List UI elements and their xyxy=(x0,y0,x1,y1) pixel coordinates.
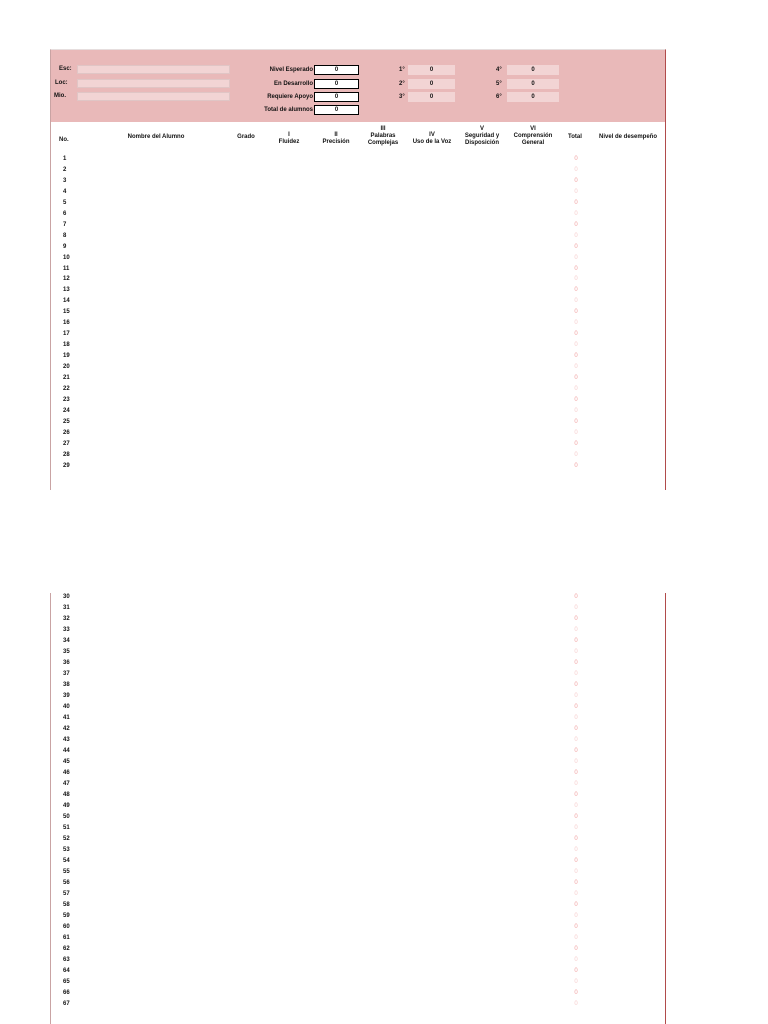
table-row xyxy=(51,647,665,658)
row-number: 9 xyxy=(63,243,67,250)
row-total: 0 xyxy=(574,407,578,414)
row-total: 0 xyxy=(574,726,578,732)
loc-label: Loc: xyxy=(55,80,68,86)
row-total: 0 xyxy=(574,880,578,886)
table-row xyxy=(51,428,665,439)
row-number: 44 xyxy=(63,748,70,754)
row-number: 23 xyxy=(63,396,70,403)
table-row xyxy=(51,669,665,680)
row-total: 0 xyxy=(574,935,578,941)
col-palabras-name-1: Palabras xyxy=(370,133,396,139)
requiere-apoyo-label: Requiere Apoyo xyxy=(267,94,313,100)
row-total: 0 xyxy=(574,210,578,217)
table-row xyxy=(51,439,665,450)
grade-3-value: 0 xyxy=(408,92,455,102)
row-number: 34 xyxy=(63,638,70,644)
col-comprension-name-1: Comprensión xyxy=(513,133,553,139)
row-total: 0 xyxy=(574,616,578,622)
row-total: 0 xyxy=(574,342,578,349)
row-total: 0 xyxy=(574,177,578,184)
row-total: 0 xyxy=(574,265,578,272)
row-number: 24 xyxy=(63,407,70,414)
row-number: 4 xyxy=(63,188,67,195)
row-total: 0 xyxy=(574,385,578,392)
row-total: 0 xyxy=(574,199,578,206)
row-total: 0 xyxy=(574,759,578,765)
table-row xyxy=(51,592,665,603)
table-row xyxy=(51,757,665,768)
col-precision-roman: II xyxy=(334,132,338,138)
table-row xyxy=(51,187,665,198)
row-number: 13 xyxy=(63,287,70,294)
row-total: 0 xyxy=(574,418,578,425)
table-row xyxy=(51,176,665,187)
row-number: 2 xyxy=(63,166,67,173)
col-fluidez-name: Fluidez xyxy=(278,139,300,145)
table-row xyxy=(51,329,665,340)
col-no: No. xyxy=(59,137,69,143)
requiere-apoyo-value: 0 xyxy=(314,92,359,102)
row-total: 0 xyxy=(574,627,578,633)
row-number: 27 xyxy=(63,440,70,447)
table-row xyxy=(51,790,665,801)
row-number: 43 xyxy=(63,737,70,743)
table-row xyxy=(51,231,665,242)
row-total: 0 xyxy=(574,287,578,294)
row-number: 19 xyxy=(63,353,70,360)
row-total: 0 xyxy=(574,847,578,853)
table-row xyxy=(51,340,665,351)
row-number: 28 xyxy=(63,451,70,458)
grade-5-value: 0 xyxy=(507,79,559,89)
row-number: 36 xyxy=(63,660,70,666)
row-total: 0 xyxy=(574,968,578,974)
grade-1-label: 1° xyxy=(399,67,405,73)
en-desarrollo-label: En Desarrollo xyxy=(273,81,313,87)
loc-field[interactable] xyxy=(77,79,230,88)
table-row xyxy=(51,296,665,307)
table-row xyxy=(51,406,665,417)
row-total: 0 xyxy=(574,429,578,436)
col-comprension-name-2: General xyxy=(521,140,545,146)
table-row xyxy=(51,450,665,461)
row-number: 50 xyxy=(63,814,70,820)
table-row xyxy=(51,867,665,878)
row-total: 0 xyxy=(574,254,578,261)
esc-field[interactable] xyxy=(77,65,230,74)
table-row xyxy=(51,922,665,933)
row-number: 64 xyxy=(63,968,70,974)
row-number: 14 xyxy=(63,298,70,305)
row-total: 0 xyxy=(574,715,578,721)
col-palabras-roman: III xyxy=(380,126,386,132)
table-row xyxy=(51,878,665,889)
row-number: 21 xyxy=(63,375,70,381)
row-number: 33 xyxy=(63,627,70,633)
col-voz xyxy=(407,132,457,146)
grade-6-value: 0 xyxy=(507,92,559,102)
row-number: 63 xyxy=(63,957,70,963)
row-total: 0 xyxy=(574,869,578,875)
table-row xyxy=(51,889,665,900)
row-number: 53 xyxy=(63,847,70,853)
row-number: 52 xyxy=(63,836,70,842)
row-total: 0 xyxy=(574,375,578,381)
table-row xyxy=(51,812,665,823)
table-row xyxy=(51,834,665,845)
row-number: 3 xyxy=(63,177,67,184)
row-number: 47 xyxy=(63,781,70,787)
row-total: 0 xyxy=(574,770,578,776)
mio-field[interactable] xyxy=(77,92,230,101)
row-total: 0 xyxy=(574,156,578,162)
table-row xyxy=(51,735,665,746)
row-total: 0 xyxy=(574,451,578,458)
table-row xyxy=(51,680,665,691)
table-row xyxy=(51,417,665,428)
row-total: 0 xyxy=(574,704,578,710)
table-row xyxy=(51,845,665,856)
row-number: 39 xyxy=(63,693,70,699)
col-fluidez-roman: I xyxy=(288,132,290,138)
table-row xyxy=(51,625,665,636)
table-row xyxy=(51,373,665,384)
row-number: 67 xyxy=(63,1001,70,1007)
col-seguridad xyxy=(457,126,507,147)
row-total: 0 xyxy=(574,902,578,908)
total-alumnos-value: 0 xyxy=(314,105,359,115)
row-number: 11 xyxy=(63,265,70,272)
table-row xyxy=(51,823,665,834)
row-number: 35 xyxy=(63,649,70,655)
row-total: 0 xyxy=(574,462,578,469)
row-number: 62 xyxy=(63,946,70,952)
grade-1-value: 0 xyxy=(408,65,455,75)
col-palabras xyxy=(361,126,405,147)
row-number: 29 xyxy=(63,462,70,469)
row-total: 0 xyxy=(574,188,578,195)
col-comprension xyxy=(507,126,559,147)
row-total: 0 xyxy=(574,243,578,250)
row-number: 10 xyxy=(63,254,70,261)
col-voz-name: Uso de la Voz xyxy=(412,139,452,145)
table-row xyxy=(51,220,665,231)
row-total: 0 xyxy=(574,309,578,316)
table-row xyxy=(51,242,665,253)
table-row xyxy=(51,253,665,264)
row-number: 17 xyxy=(63,331,70,338)
row-total: 0 xyxy=(574,792,578,798)
row-total: 0 xyxy=(574,671,578,677)
table-row xyxy=(51,362,665,373)
row-total: 0 xyxy=(574,166,578,173)
row-number: 31 xyxy=(63,605,70,611)
row-total: 0 xyxy=(574,737,578,743)
row-total: 0 xyxy=(574,682,578,688)
row-total: 0 xyxy=(574,594,578,600)
row-total: 0 xyxy=(574,649,578,655)
row-total: 0 xyxy=(574,803,578,809)
row-total: 0 xyxy=(574,825,578,831)
row-number: 8 xyxy=(63,232,67,239)
col-total: Total xyxy=(568,134,582,140)
row-number: 38 xyxy=(63,682,70,688)
nivel-esperado-value: 0 xyxy=(314,65,359,75)
table-row xyxy=(51,165,665,176)
grade-3-label: 3° xyxy=(399,94,405,100)
row-number: 54 xyxy=(63,858,70,864)
row-total: 0 xyxy=(574,748,578,754)
row-number: 49 xyxy=(63,803,70,809)
table-row xyxy=(51,307,665,318)
row-number: 1 xyxy=(63,156,67,162)
grade-5-label: 5° xyxy=(496,81,502,87)
table-row xyxy=(51,988,665,999)
row-total: 0 xyxy=(574,836,578,842)
table-row xyxy=(51,955,665,966)
table-row xyxy=(51,713,665,724)
row-number: 60 xyxy=(63,924,70,930)
col-seguridad-roman: V xyxy=(479,126,484,132)
row-number: 22 xyxy=(63,385,70,392)
row-number: 30 xyxy=(63,594,70,600)
esc-label: Esc: xyxy=(59,66,72,72)
row-number: 40 xyxy=(63,704,70,710)
row-total: 0 xyxy=(574,638,578,644)
row-total: 0 xyxy=(574,605,578,611)
table-row xyxy=(51,900,665,911)
table-row xyxy=(51,691,665,702)
table-row xyxy=(51,285,665,296)
table-row xyxy=(51,636,665,647)
row-total: 0 xyxy=(574,320,578,327)
row-number: 5 xyxy=(63,199,67,206)
table-row xyxy=(51,944,665,955)
nivel-esperado-label: Nivel Esperado xyxy=(269,67,313,73)
row-number: 7 xyxy=(63,221,67,228)
table-row xyxy=(51,274,665,285)
row-number: 20 xyxy=(63,364,70,371)
grade-2-value: 0 xyxy=(408,79,455,89)
row-number: 12 xyxy=(63,276,70,283)
col-fluidez xyxy=(269,132,309,146)
row-number: 48 xyxy=(63,792,70,798)
row-number: 42 xyxy=(63,726,70,732)
row-total: 0 xyxy=(574,946,578,952)
row-number: 25 xyxy=(63,418,70,425)
row-total: 0 xyxy=(574,891,578,897)
table-row xyxy=(51,264,665,275)
summary-band xyxy=(51,50,665,122)
row-total: 0 xyxy=(574,660,578,666)
col-seguridad-name-1: Seguridad y xyxy=(464,133,500,139)
table-row xyxy=(51,977,665,988)
table-row xyxy=(51,154,665,165)
row-number: 58 xyxy=(63,902,70,908)
table-row xyxy=(51,614,665,625)
grade-6-label: 6° xyxy=(496,94,502,100)
row-number: 66 xyxy=(63,990,70,996)
row-total: 0 xyxy=(574,396,578,403)
col-comprension-roman: VI xyxy=(530,126,536,132)
sheet-page-1 xyxy=(50,49,666,490)
row-number: 16 xyxy=(63,320,70,327)
table-row xyxy=(51,966,665,977)
row-total: 0 xyxy=(574,858,578,864)
col-seguridad-name-2: Disposición xyxy=(464,140,499,146)
col-voz-roman: IV xyxy=(429,132,435,138)
table-row xyxy=(51,461,665,472)
table-row xyxy=(51,724,665,735)
row-number: 46 xyxy=(63,770,70,776)
col-grado: Grado xyxy=(237,134,255,140)
row-total: 0 xyxy=(574,221,578,228)
row-total: 0 xyxy=(574,276,578,283)
row-number: 18 xyxy=(63,342,70,349)
grade-2-label: 2° xyxy=(399,81,405,87)
table-row xyxy=(51,198,665,209)
sheet-page-2 xyxy=(50,593,666,1024)
row-total: 0 xyxy=(574,990,578,996)
row-total: 0 xyxy=(574,814,578,820)
row-total: 0 xyxy=(574,331,578,338)
row-total: 0 xyxy=(574,440,578,447)
row-total: 0 xyxy=(574,232,578,239)
table-row xyxy=(51,999,665,1010)
row-number: 56 xyxy=(63,880,70,886)
table-row xyxy=(51,318,665,329)
total-alumnos-label: Total de alumnos xyxy=(264,107,313,113)
row-number: 59 xyxy=(63,913,70,919)
row-number: 55 xyxy=(63,869,70,875)
col-precision xyxy=(316,132,356,146)
grade-4-label: 4° xyxy=(496,67,502,73)
table-row xyxy=(51,702,665,713)
row-number: 61 xyxy=(63,935,70,941)
row-total: 0 xyxy=(574,957,578,963)
row-number: 65 xyxy=(63,979,70,985)
row-number: 15 xyxy=(63,309,70,316)
table-row xyxy=(51,801,665,812)
row-total: 0 xyxy=(574,298,578,305)
row-number: 45 xyxy=(63,759,70,765)
table-row xyxy=(51,911,665,922)
col-precision-name: Precisión xyxy=(322,139,350,145)
table-row xyxy=(51,658,665,669)
row-number: 57 xyxy=(63,891,70,897)
row-total: 0 xyxy=(574,364,578,371)
row-number: 26 xyxy=(63,429,70,436)
row-total: 0 xyxy=(574,1001,578,1007)
row-total: 0 xyxy=(574,924,578,930)
table-row xyxy=(51,603,665,614)
table-row xyxy=(51,768,665,779)
col-palabras-name-2: Complejas xyxy=(367,140,399,146)
row-number: 41 xyxy=(63,715,70,721)
table-row xyxy=(51,856,665,867)
col-nivel: Nivel de desempeño xyxy=(598,134,658,140)
row-total: 0 xyxy=(574,781,578,787)
row-number: 51 xyxy=(63,825,70,831)
table-row xyxy=(51,209,665,220)
table-row xyxy=(51,395,665,406)
row-number: 6 xyxy=(63,210,67,217)
col-nombre: Nombre del Alumno xyxy=(127,134,185,140)
row-total: 0 xyxy=(574,979,578,985)
row-total: 0 xyxy=(574,353,578,360)
row-total: 0 xyxy=(574,913,578,919)
table-row xyxy=(51,351,665,362)
table-row xyxy=(51,746,665,757)
row-number: 32 xyxy=(63,616,70,622)
table-row xyxy=(51,779,665,790)
mio-label: Mio. xyxy=(54,93,66,99)
table-row xyxy=(51,933,665,944)
row-number: 37 xyxy=(63,671,70,677)
row-total: 0 xyxy=(574,693,578,699)
en-desarrollo-value: 0 xyxy=(314,79,359,89)
table-row xyxy=(51,384,665,395)
grade-4-value: 0 xyxy=(507,65,559,75)
